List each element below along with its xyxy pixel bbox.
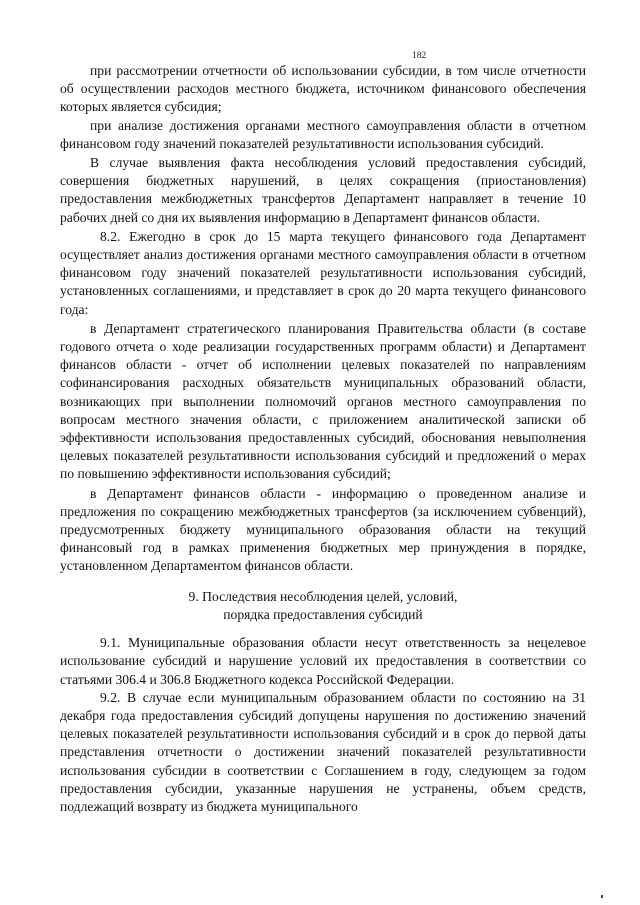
paragraph: 9.1. Муниципальные образования области несут ответственность за нецелевое использование субсидий и нарушение условий их предоставления в соответствии со статьями 306.4 и 306.8 Бюджетного кодекса Российской Федерации. — [60, 635, 586, 687]
section-heading-line: 9. Последствия несоблюдения целей, условий, — [188, 588, 458, 604]
paragraph: 9.2. В случае если муниципальным образованием области по состоянию на 31 декабря года предоставления субсидий допущены нарушения по достижению значений целевых показателей результативности использования субсидий и в срок до первой даты представления отчетности о достижении значений показателей результативности использования субсидии в соответствии с Соглашением в году, следующем за годом предоставления субсидии, указанные нарушения не устранены, объем средств, подлежащий возврату из бюджета муниципального — [60, 689, 586, 814]
section-heading — [60, 588, 586, 624]
scan-speck — [601, 895, 603, 898]
page-number: 182 — [412, 51, 427, 61]
section-heading-line: порядка предоставления субсидий — [223, 606, 423, 622]
paragraph: 8.2. Ежегодно в срок до 15 марта текущего финансового года Департамент осуществляет анализ достижения органами местного самоуправления области в отчетном финансовом году значений показателей результативности использования субсидий, установленных соглашениями, и представляет в срок до 20 марта текущего финансового года: — [60, 228, 586, 317]
paragraph: при рассмотрении отчетности об использовании субсидии, в том числе отчетности об осуществлении расходов местного бюджета, источником финансового обеспечения которых является субсидия; — [60, 63, 586, 115]
paragraph: в Департамент стратегического планирования Правительства области (в составе годового отчета о ходе реализации государственных программ области) и Департамент финансов области - отчет об исполнении целевых показателей по направлениям софинансирования расходных обязательств муниципальных образований области, возникающих при выполнении полномочий органов местного самоуправления по вопросам местного значения области, с приложением аналитической записки об эффективности использования предоставленных субсидий, обоснования невыполнения целевых показателей результативности использования субсидий и предложений о мерах по повышению эффективности использования субсидий; — [60, 320, 586, 482]
document-body — [60, 62, 586, 816]
paragraph: при анализе достижения органами местного самоуправления области в отчетном финансовом году значений показателей результативности использования субсидий. — [60, 117, 586, 151]
paragraph: В случае выявления факта несоблюдения условий предоставления субсидий, совершения бюджетных нарушений, в целях сокращения (приостановления) предоставления межбюджетных трансфертов Департамент направляет в течение 10 рабочих дней со дня их выявления информацию в Департамент финансов области. — [60, 155, 586, 225]
paragraph: в Департамент финансов области - информацию о проведенном анализе и предложения по сокращению межбюджетных трансфертов (за исключением субвенций), предусмотренных бюджету муниципального образования области на текущий финансовый год в рамках применения бюджетных мер принуждения в порядке, установленном Департаментом финансов области. — [60, 485, 586, 574]
